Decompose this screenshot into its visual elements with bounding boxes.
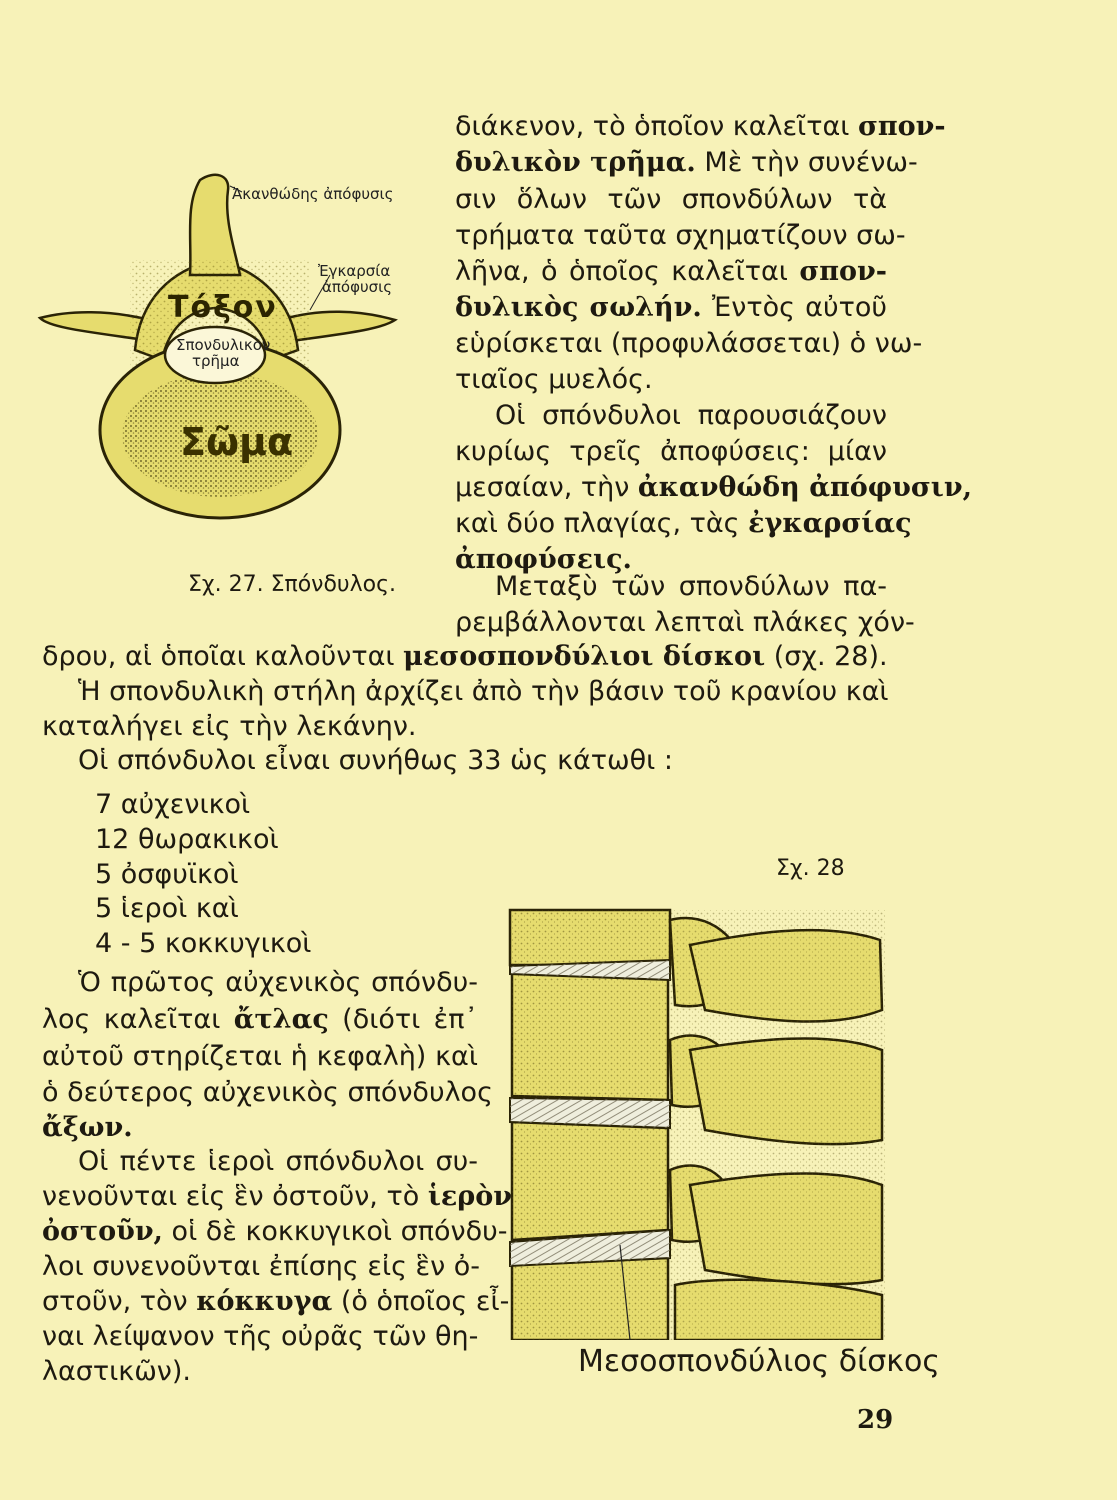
figure-27-caption: Σχ. 27. Σπόνδυλος. — [188, 572, 397, 597]
spinous-process-label: Ἀκανθώδης ἀπόφυσις — [232, 185, 394, 203]
list-item-lumbar: 5 ὀσφυϊκοὶ — [95, 859, 239, 890]
text-line-11: μεσαίαν, τὴν ἀκανθώδη ἀπόφυσιν, — [455, 472, 973, 503]
text-line-13: ἀποφύσεις. — [455, 544, 632, 575]
vertebral-foramen-label: Σπονδυλικὸν — [176, 336, 271, 354]
intervertebral-disc-label: Μεσοσπονδύλιος δίσκος — [578, 1344, 940, 1379]
vertebral-body-label: Σῶμα — [180, 420, 294, 464]
text-line-22: αὐτοῦ στηρίζεται ἡ κεφαλὴ) καὶ — [42, 1041, 478, 1072]
figure-28-caption: Σχ. 28 — [776, 856, 845, 881]
text-line-3: σιν ὅλων τῶν σπονδύλων τὰ — [455, 184, 887, 215]
text-line-20: Ὁ πρῶτος αὐχενικὸς σπόνδυ- — [78, 967, 478, 998]
text-line-28: λοι συνενοῦνται ἐπίσης εἰς ἓν ὀ- — [42, 1251, 481, 1282]
arch-label: Τόξον — [168, 290, 278, 325]
text-line-17: Ἡ σπονδυλικὴ στήλη ἀρχίζει ἀπὸ τὴν βάσιν τοῦ κρανίου καὶ — [78, 676, 889, 707]
text-line-18: καταλήγει εἰς τὴν λεκάνην. — [42, 711, 417, 742]
text-line-5: λῆνα, ὁ ὁποῖος καλεῖται σπον- — [455, 256, 887, 287]
list-item-sacral: 5 ἱεροὶ καὶ — [95, 893, 239, 924]
text-line-27: ὀστοῦν, οἱ δὲ κοκκυγικοὶ σπόνδυ- — [42, 1216, 508, 1247]
text-line-12: καὶ δύο πλαγίας, τὰς ἐγκαρσίας — [455, 508, 912, 539]
text-line-1: διάκενον, τὸ ὁποῖον καλεῖται σπον- — [455, 111, 946, 142]
page-number: 29 — [857, 1405, 894, 1435]
text-line-25: Οἱ πέντε ἱεροὶ σπόνδυλοι συ- — [78, 1146, 478, 1177]
text-line-14: Μεταξὺ τῶν σπονδύλων πα- — [495, 571, 887, 602]
text-line-19: Οἱ σπόνδυλοι εἶναι συνήθως 33 ὡς κάτωθι : — [78, 745, 674, 776]
spine-illustration — [490, 900, 890, 1340]
transverse-process-label-2: ἀπόφυσις — [322, 278, 393, 296]
text-line-2: δυλικὸν τρῆμα. Μὲ τὴν συνένω- — [455, 147, 918, 178]
list-item-cervical: 7 αὐχενικοὶ — [95, 789, 251, 820]
text-line-16: δρου, αἱ ὁποῖαι καλοῦνται μεσοσπονδύλιοι δίσκοι (σχ. 28). — [42, 641, 888, 672]
text-line-23: ὁ δεύτερος αὐχενικὸς σπόνδυλος — [42, 1077, 493, 1108]
transverse-process-label: Ἐγκαρσία — [318, 262, 391, 280]
text-line-8: τιαῖος μυελός. — [455, 364, 653, 395]
text-line-7: εὑρίσκεται (προφυλάσσεται) ὁ νω- — [455, 328, 923, 359]
text-line-26: νενοῦνται εἰς ἓν ὀστοῦν, τὸ ἱερὸν — [42, 1181, 512, 1212]
vertebral-foramen-label-2: τρῆμα — [192, 352, 240, 370]
text-line-29: στοῦν, τὸν κόκκυγα (ὁ ὁποῖος εἶ- — [42, 1286, 510, 1317]
text-line-9: Οἱ σπόνδυλοι παρουσιάζουν — [495, 400, 887, 431]
text-line-24: ἄξων. — [42, 1112, 133, 1143]
text-line-31: λαστικῶν). — [42, 1356, 192, 1387]
text-line-21: λος καλεῖται ἄτλας (διότι ἐπ᾽ — [42, 1004, 478, 1035]
list-item-coccygeal: 4 - 5 κοκκυγικοὶ — [95, 928, 312, 959]
text-line-4: τρήματα ταῦτα σχηματίζουν σω- — [455, 220, 906, 251]
list-item-thoracic: 12 θωρακικοὶ — [95, 824, 279, 855]
text-line-6: δυλικὸς σωλήν. Ἐντὸς αὐτοῦ — [455, 292, 887, 323]
text-line-15: ρεμβάλλονται λεπταὶ πλάκες χόν- — [455, 607, 915, 638]
text-line-10: κυρίως τρεῖς ἀποφύσεις: μίαν — [455, 436, 887, 467]
text-line-30: ναι λείψανον τῆς οὐρᾶς τῶν θη- — [42, 1321, 479, 1352]
